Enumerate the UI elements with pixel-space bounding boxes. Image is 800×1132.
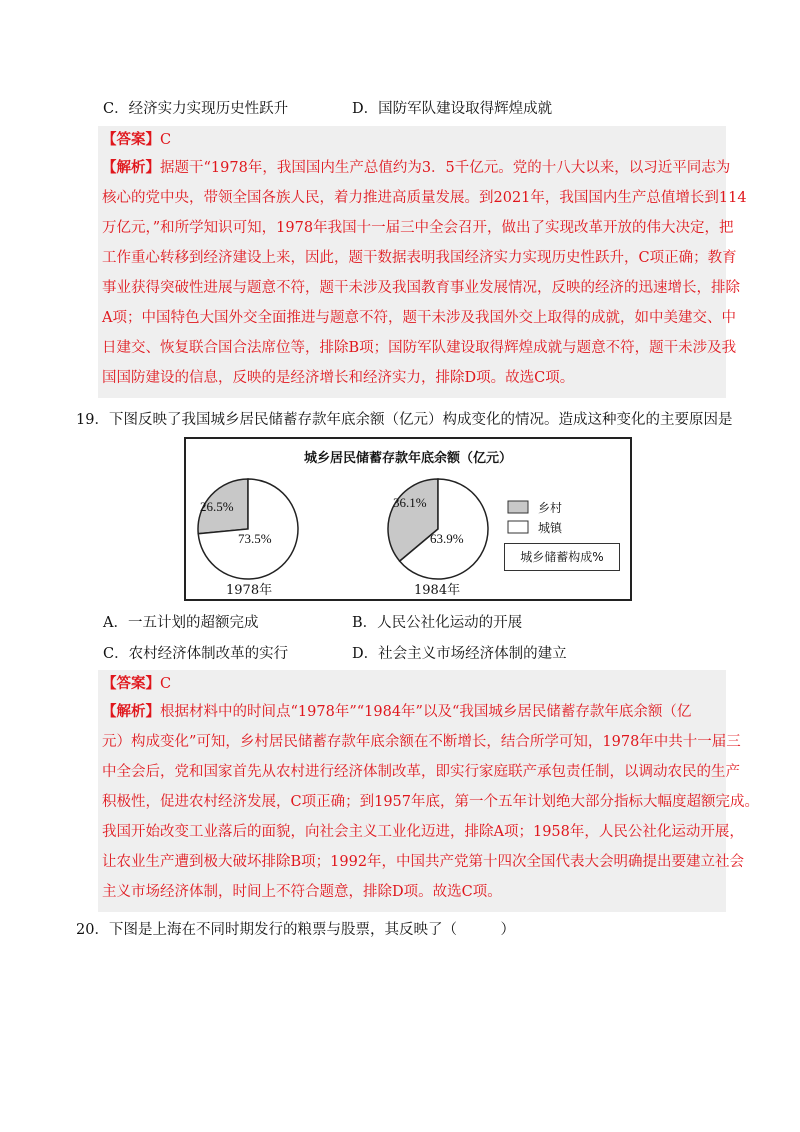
legend-note: 城乡储蓄构成% <box>504 543 620 571</box>
legend-swatch-rural <box>508 501 528 513</box>
analysis-line: 积极性，促进农村经济发展，C项正确；到1957年底，第一个五年计划绝大部分指标大幅度超额完成。 <box>102 794 759 810</box>
option-c: C．农村经济体制改革的实行 <box>103 646 289 662</box>
analysis-line: 我国开始改变工业落后的面貌，向社会主义工业化迈进，排除A项；1958年，人民公社化运动开展， <box>102 824 744 840</box>
legend-urban-label: 城镇 <box>538 521 563 535</box>
analysis-tag: 【解析】 <box>102 703 160 720</box>
analysis-tag: 【解析】 <box>102 159 160 176</box>
analysis-line: 国国防建设的信息，反映的是经济增长和经济实力，排除D项。故选C项。 <box>102 370 575 386</box>
answer-tag: 【答案】 <box>102 131 160 148</box>
analysis-line: 主义市场经济体制，时间上不符合题意，排除D项。故选C项。 <box>102 884 502 900</box>
answer-tag: 【答案】 <box>102 675 160 692</box>
pie1-rural-label: 26.5% <box>200 499 234 514</box>
pie1-year: 1978年 <box>226 583 273 598</box>
analysis-line: 中全会后，党和国家首先从农村进行经济体制改革，即实行家庭联产承包责任制，以调动农民的生产 <box>102 764 740 780</box>
question-20-stem: 20．下图是上海在不同时期发行的粮票与股票，其反映了（ ） <box>76 922 515 938</box>
option-b: B．人民公社化运动的开展 <box>352 615 523 631</box>
analysis-line: 事业获得突破性进展与题意不符，题干未涉及我国教育事业发展情况，反映的经济的迅速增长，排除 <box>102 280 740 296</box>
analysis-line: 工作重心转移到经济建设上来，因此，题干数据表明我国经济实力实现历史性跃升，C项正确；教育 <box>102 250 737 266</box>
chart-title: 城乡居民储蓄存款年底余额（亿元） <box>303 451 512 466</box>
analysis-line: 核心的党中央，带领全国各族人民，着力推进高质量发展。到2021年，我国国内生产总值增长到114 <box>102 190 747 206</box>
analysis-line: 让农业生产遭到极大破坏排除B项；1992年，中国共产党第十四次全国代表大会明确提出要建立社会 <box>102 854 745 870</box>
pie2-rural-label: 36.1% <box>393 495 427 510</box>
legend-swatch-urban <box>508 521 528 533</box>
legend-rural-label: 乡村 <box>538 501 563 515</box>
option-c: C．经济实力实现历史性跃升 <box>103 101 289 117</box>
answer-value: C <box>160 132 172 148</box>
analysis-line: 万亿元，”和所学知识可知，1978年我国十一届三中全会召开，做出了实现改革开放的伟大决定，把 <box>102 220 734 236</box>
pie2-year: 1984年 <box>414 583 461 598</box>
question-19-stem: 19．下图反映了我国城乡居民储蓄存款年底余额（亿元）构成变化的情况。造成这种变化的主要原因是 <box>76 412 733 428</box>
pie2-urban-label: 63.9% <box>430 531 464 546</box>
analysis-line: A项；中国特色大国外交全面推进与题意不符，题干未涉及我国外交上取得的成就，如中美建交、中 <box>102 310 736 326</box>
option-d: D．社会主义市场经济体制的建立 <box>352 646 567 662</box>
pie1-urban-label: 73.5% <box>238 531 272 546</box>
option-a: A．一五计划的超额完成 <box>103 615 259 631</box>
option-d: D．国防军队建设取得辉煌成就 <box>352 101 553 117</box>
analysis-line: 元）构成变化”可知，乡村居民储蓄存款年底余额在不断增长，结合所学可知，1978年中共十一届三 <box>102 734 741 750</box>
analysis-block <box>98 154 747 398</box>
answer-value: C <box>160 676 172 692</box>
analysis-line: 据题干“1978年，我国国内生产总值约为3．5千亿元。党的十八大以来，以习近平同志为 <box>160 160 731 176</box>
analysis-block <box>98 698 759 912</box>
analysis-line: 日建交、恢复联合国合法席位等，排除B项；国防军队建设取得辉煌成就与题意不符，题干未涉及我 <box>102 340 737 356</box>
savings-pie-chart <box>184 437 632 601</box>
answer-block <box>98 670 726 698</box>
analysis-line: 根据材料中的时间点“1978年”“1984年”以及“我国城乡居民储蓄存款年底余额（亿 <box>160 704 692 720</box>
answer-block <box>98 126 726 154</box>
